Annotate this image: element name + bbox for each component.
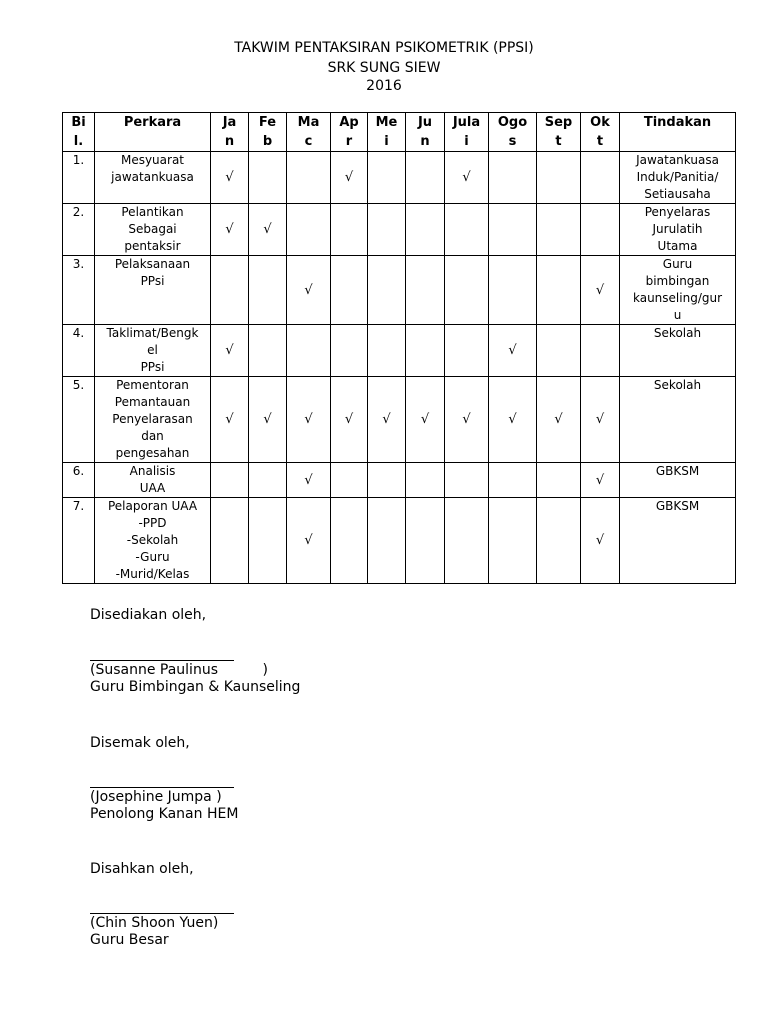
month-check-cell: √ [406, 377, 445, 463]
month-check-cell: √ [211, 377, 249, 463]
row-number: 1. [63, 152, 95, 204]
month-check-cell: √ [249, 204, 287, 256]
checked-label: Disemak oleh, [90, 735, 190, 751]
month-check-cell: √ [287, 256, 331, 325]
prepared-role: Guru Bimbingan & Kaunseling [90, 679, 301, 695]
month-check-cell [287, 204, 331, 256]
month-check-cell [249, 463, 287, 498]
month-check-cell [489, 498, 537, 584]
month-check-cell: √ [581, 463, 620, 498]
row-tindakan: GBKSM [620, 498, 736, 584]
month-check-cell [249, 325, 287, 377]
month-check-cell: √ [287, 498, 331, 584]
row-tindakan: Jawatankuasa Induk/Panitia/ Setiausaha [620, 152, 736, 204]
table-header-row [63, 113, 736, 152]
month-check-cell [249, 498, 287, 584]
month-check-cell: √ [211, 152, 249, 204]
month-check-cell: √ [211, 204, 249, 256]
month-check-cell [445, 256, 489, 325]
approved-name: (Chin Shoon Yuen) [90, 915, 219, 931]
month-check-cell [537, 325, 581, 377]
col-header-feb: Fe b [249, 113, 287, 152]
month-check-cell [581, 204, 620, 256]
month-check-cell [211, 256, 249, 325]
month-check-cell [331, 256, 368, 325]
month-check-cell [368, 325, 406, 377]
month-check-cell: √ [331, 152, 368, 204]
month-check-cell [406, 498, 445, 584]
checked-signature-line [90, 787, 234, 788]
month-check-cell [368, 204, 406, 256]
month-check-cell [489, 204, 537, 256]
month-check-cell: √ [581, 256, 620, 325]
row-perkara: Taklimat/Bengk el PPsi [95, 325, 211, 377]
month-check-cell [406, 152, 445, 204]
month-check-cell [406, 463, 445, 498]
table-row [63, 256, 736, 325]
prepared-signature-line [90, 660, 234, 661]
month-check-cell [537, 256, 581, 325]
row-number: 3. [63, 256, 95, 325]
month-check-cell: √ [249, 377, 287, 463]
row-perkara: Pelantikan Sebagai pentaksir [95, 204, 211, 256]
month-check-cell: √ [489, 377, 537, 463]
schedule-table [62, 112, 736, 584]
month-check-cell [211, 463, 249, 498]
month-check-cell [489, 463, 537, 498]
month-check-cell [445, 463, 489, 498]
table-row [63, 463, 736, 498]
month-check-cell [445, 204, 489, 256]
table-row [63, 498, 736, 584]
month-check-cell [368, 256, 406, 325]
table-row [63, 152, 736, 204]
month-check-cell: √ [211, 325, 249, 377]
row-number: 4. [63, 325, 95, 377]
month-check-cell [331, 498, 368, 584]
table-row [63, 204, 736, 256]
month-check-cell [368, 152, 406, 204]
month-check-cell: √ [445, 377, 489, 463]
col-header-sept: Sep t [537, 113, 581, 152]
row-tindakan: Penyelaras Jurulatih Utama [620, 204, 736, 256]
table-row [63, 377, 736, 463]
year: 2016 [366, 78, 402, 94]
col-header-ogos: Ogo s [489, 113, 537, 152]
row-perkara: Pementoran Pemantauan Penyelarasan dan pengesahan [95, 377, 211, 463]
approved-signature-line [90, 913, 234, 914]
month-check-cell [445, 325, 489, 377]
month-check-cell: √ [287, 463, 331, 498]
month-check-cell [406, 256, 445, 325]
row-number: 6. [63, 463, 95, 498]
month-check-cell [211, 498, 249, 584]
month-check-cell [368, 498, 406, 584]
month-check-cell [537, 463, 581, 498]
col-header-mei: Me i [368, 113, 406, 152]
month-check-cell: √ [537, 377, 581, 463]
approved-role: Guru Besar [90, 932, 169, 948]
month-check-cell [445, 498, 489, 584]
month-check-cell [331, 463, 368, 498]
month-check-cell: √ [331, 377, 368, 463]
row-number: 5. [63, 377, 95, 463]
col-header-perkara: Perkara [95, 113, 211, 152]
row-perkara: Pelaporan UAA -PPD -Sekolah -Guru -Murid/Kelas [95, 498, 211, 584]
month-check-cell [368, 463, 406, 498]
month-check-cell: √ [581, 498, 620, 584]
month-check-cell: √ [287, 377, 331, 463]
row-tindakan: Guru bimbingan kaunseling/gur u [620, 256, 736, 325]
col-header-bil: Bi l. [63, 113, 95, 152]
month-check-cell [581, 152, 620, 204]
prepared-label: Disediakan oleh, [90, 607, 207, 623]
col-header-apr: Ap r [331, 113, 368, 152]
row-tindakan: Sekolah [620, 325, 736, 377]
col-header-tindakan: Tindakan [620, 113, 736, 152]
col-header-jun: Ju n [406, 113, 445, 152]
month-check-cell [537, 204, 581, 256]
month-check-cell: √ [445, 152, 489, 204]
approved-label: Disahkan oleh, [90, 861, 194, 877]
month-check-cell: √ [581, 377, 620, 463]
checked-role: Penolong Kanan HEM [90, 806, 239, 822]
month-check-cell [287, 152, 331, 204]
row-perkara: Pelaksanaan PPsi [95, 256, 211, 325]
month-check-cell [287, 325, 331, 377]
month-check-cell [406, 204, 445, 256]
row-tindakan: GBKSM [620, 463, 736, 498]
row-number: 2. [63, 204, 95, 256]
col-header-okt: Ok t [581, 113, 620, 152]
row-tindakan: Sekolah [620, 377, 736, 463]
month-check-cell [249, 152, 287, 204]
month-check-cell: √ [489, 325, 537, 377]
prepared-name: (Susanne Paulinus ) [90, 662, 268, 678]
school-name: SRK SUNG SIEW [327, 60, 441, 76]
month-check-cell [489, 152, 537, 204]
month-check-cell [489, 256, 537, 325]
row-perkara: Analisis UAA [95, 463, 211, 498]
col-header-jan: Ja n [211, 113, 249, 152]
row-perkara: Mesyuarat jawatankuasa [95, 152, 211, 204]
month-check-cell [406, 325, 445, 377]
row-number: 7. [63, 498, 95, 584]
col-header-mac: Ma c [287, 113, 331, 152]
table-row [63, 325, 736, 377]
month-check-cell: √ [368, 377, 406, 463]
checked-name: (Josephine Jumpa ) [90, 789, 222, 805]
month-check-cell [581, 325, 620, 377]
doc-title: TAKWIM PENTAKSIRAN PSIKOMETRIK (PPSI) [234, 40, 534, 56]
col-header-julai: Jula i [445, 113, 489, 152]
month-check-cell [249, 256, 287, 325]
month-check-cell [537, 498, 581, 584]
month-check-cell [537, 152, 581, 204]
month-check-cell [331, 204, 368, 256]
month-check-cell [331, 325, 368, 377]
